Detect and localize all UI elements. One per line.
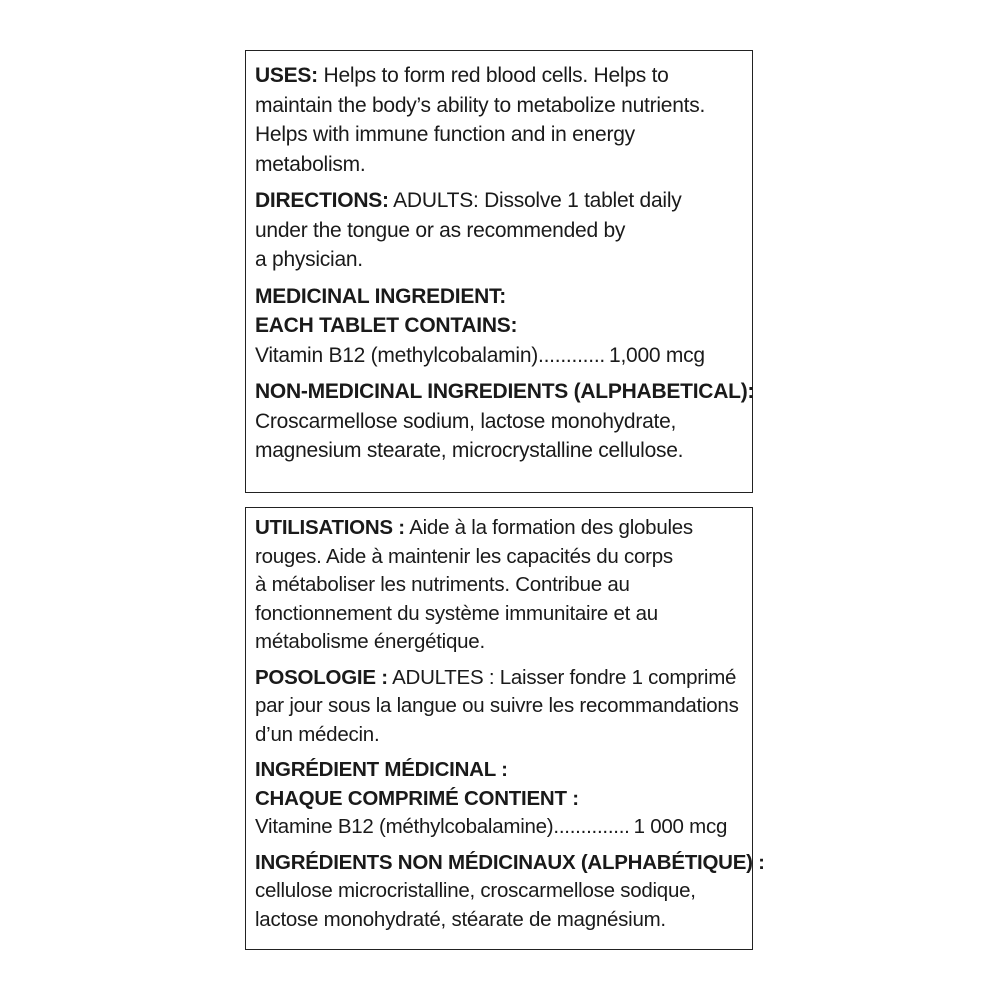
utilisations-heading: UTILISATIONS :	[255, 516, 405, 539]
tablet-contains-heading: EACH TABLET CONTAINS:	[255, 314, 518, 337]
utilisations-text-line: rouges. Aide à maintenir les capacités du corps	[255, 544, 673, 568]
uses-heading: USES:	[255, 64, 318, 87]
posologie-heading: POSOLOGIE :	[255, 665, 388, 689]
ingredient-medicinal-section	[255, 756, 744, 842]
utilisations-text-line: Aide à la formation des globules	[404, 516, 693, 539]
non-medicinal-heading: NON-MEDICINAL INGREDIENTS (ALPHABETICAL):	[255, 380, 755, 403]
non-medicinaux-text-line: cellulose microcristalline, croscarmellose sodique,	[255, 879, 696, 902]
ingredient-name: Vitamine B12 (méthylcobalamine)	[255, 815, 554, 838]
directions-text-line: a physician.	[255, 248, 363, 271]
non-medicinaux-section	[255, 849, 765, 935]
utilisations-text-line: métabolisme énergétique.	[255, 630, 485, 653]
english-label-panel	[245, 50, 753, 493]
medicinal-section	[255, 282, 744, 371]
non-medicinaux-text-line: lactose monohydraté, stéarate de magnésium.	[255, 907, 666, 931]
uses-text-line: Helps with immune function and in energy	[255, 123, 635, 146]
ingredient-amount: 1 000 mcg	[633, 815, 728, 838]
uses-text-line: metabolism.	[255, 152, 366, 176]
non-medicinal-section	[255, 377, 755, 466]
dot-leader: ............	[538, 343, 606, 367]
posologie-text-line: ADULTES : Laisser fondre 1 comprimé	[387, 665, 737, 689]
utilisations-text-line: fonctionnement du système immunitaire et au	[255, 601, 658, 625]
utilisations-text-line: à métaboliser les nutriments. Contribue au	[255, 573, 630, 596]
posologie-text-line: par jour sous la langue ou suivre les recommandations	[255, 694, 739, 717]
chaque-comprime-heading: CHAQUE COMPRIMÉ CONTIENT :	[255, 786, 579, 810]
ingredient-medicinal-heading: INGRÉDIENT MÉDICINAL :	[255, 758, 508, 781]
non-medicinaux-heading: INGRÉDIENTS NON MÉDICINAUX (ALPHABÉTIQUE) :	[255, 850, 765, 874]
utilisations-section	[255, 514, 744, 657]
non-medicinal-text-line: Croscarmellose sodium, lactose monohydrate,	[255, 409, 677, 433]
uses-text-line: maintain the body’s ability to metabolize nutrients.	[255, 93, 706, 117]
uses-text-line: Helps to form red blood cells. Helps to	[317, 64, 669, 87]
posologie-text-line: d’un médecin.	[255, 722, 380, 746]
uses-section	[255, 61, 744, 179]
ingredient-row	[255, 341, 744, 371]
non-medicinal-text-line: magnesium stearate, microcrystalline cellulose.	[255, 439, 684, 462]
directions-text-line: ADULTS: Dissolve 1 tablet daily	[388, 189, 682, 212]
directions-heading: DIRECTIONS:	[255, 189, 389, 212]
french-label-panel	[245, 507, 765, 950]
ingredient-amount: 1,000 mcg	[609, 343, 705, 367]
ingredient-row	[255, 813, 744, 842]
medicinal-heading: MEDICINAL INGREDIENT:	[255, 284, 507, 308]
directions-section	[255, 186, 744, 275]
ingredient-name: Vitamin B12 (methylcobalamin)	[255, 343, 538, 367]
posologie-section	[255, 664, 744, 750]
directions-text-line: under the tongue or as recommended by	[255, 218, 626, 242]
dot-leader: ..............	[553, 815, 630, 838]
